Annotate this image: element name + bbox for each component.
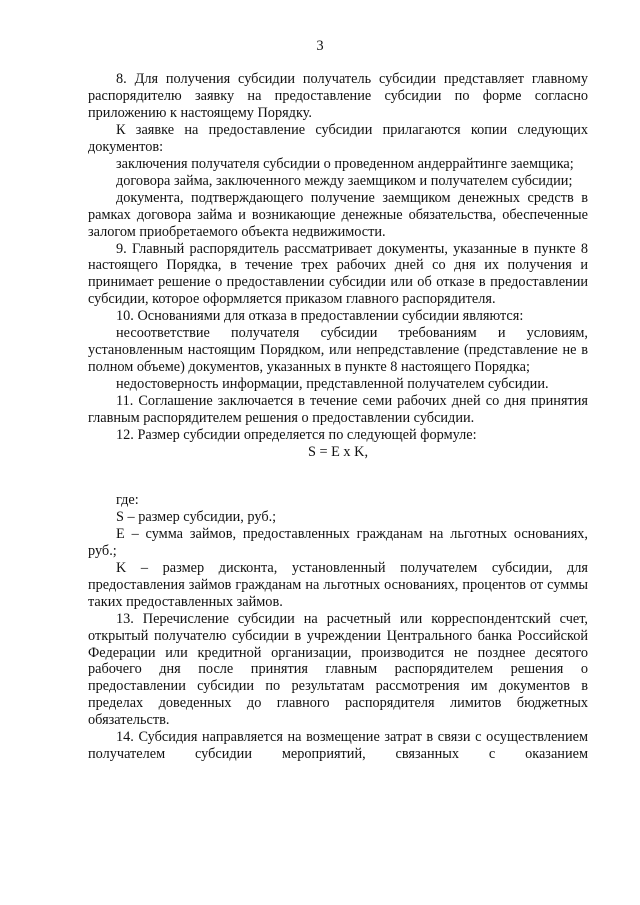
paragraph-12: 12. Размер субсидии определяется по следующей формуле: bbox=[116, 427, 477, 444]
attachment-item-loan-agreement: договора займа, заключенного между заемщиком и получателем субсидии; bbox=[116, 172, 573, 189]
paragraph-11: 11. Соглашение заключается в течение семи рабочих дней со дня принятия главным распорядителем решения о предоставлении субсидии. bbox=[88, 393, 588, 427]
attachment-item-funds-document: документа, подтверждающего получение заемщиком денежных средств в рамках договора займа и возникающие денежные обязательства, обеспеченные залогом приобретаемого объекта недвижимости. bbox=[88, 189, 588, 240]
document-body bbox=[88, 71, 588, 763]
formula-spacer-2 bbox=[88, 478, 588, 492]
refusal-reason-inaccuracy: недостоверность информации, представленной получателем субсидии. bbox=[116, 376, 549, 393]
definition-e: E – сумма займов, предоставленных гражданам на льготных основаниях, руб.; bbox=[88, 525, 588, 559]
attachment-item-underwriting: заключения получателя субсидии о проведенном андеррайтинге заемщика; bbox=[116, 155, 574, 172]
paragraph-9: 9. Главный распорядитель рассматривает документы, указанные в пункте 8 настоящего Порядка, в течение трех рабочих дней со дня их получения и принимает решение о предоставлении субсидии или об отказе в предоставлении субсидии, которое оформляется приказом главного распорядителя. bbox=[88, 240, 588, 308]
formula-spacer bbox=[88, 461, 588, 478]
definitions-intro: где: bbox=[116, 491, 139, 508]
paragraph-10: 10. Основаниями для отказа в предоставлении субсидии являются: bbox=[116, 308, 524, 325]
refusal-reason-noncompliance: несоответствие получателя субсидии требованиям и условиям, установленным настоящим Порядком, или непредставление (представление не в полном объеме) документов, указанных в пункте 8 настоящего Порядка; bbox=[88, 325, 588, 376]
paragraph-13: 13. Перечисление субсидии на расчетный или корреспондентский счет, открытый получателю субсидии в учреждении Центрального банка Российской Федерации или кредитной организации, производится не позднее десятого рабочего дня после принятия главным распорядителем решения о предоставлении субсидии по результатам рассмотрения им документов в пределах доведенных до главного распорядителя лимитов бюджетных обязательств. bbox=[88, 610, 588, 729]
paragraph-8: 8. Для получения субсидии получатель субсидии представляет главному распорядителю заявку на предоставление субсидии по форме согласно приложению к настоящему Порядку. bbox=[88, 71, 588, 121]
attachments-intro: К заявке на предоставление субсидии прилагаются копии следующих документов: bbox=[88, 121, 588, 155]
paragraph-14: 14. Субсидия направляется на возмещение затрат в связи с осуществлением получателем субсидии мероприятий, связанных с оказанием bbox=[88, 729, 588, 763]
definition-k: K – размер дисконта, установленный получателем субсидии, для предоставления займов гражданам на льготных основаниях, процентов от суммы таких предоставленных займов. bbox=[88, 559, 588, 610]
page-number: 3 bbox=[316, 38, 324, 54]
definition-s: S – размер субсидии, руб.; bbox=[116, 508, 277, 525]
subsidy-formula: S = E x K, bbox=[307, 443, 369, 460]
